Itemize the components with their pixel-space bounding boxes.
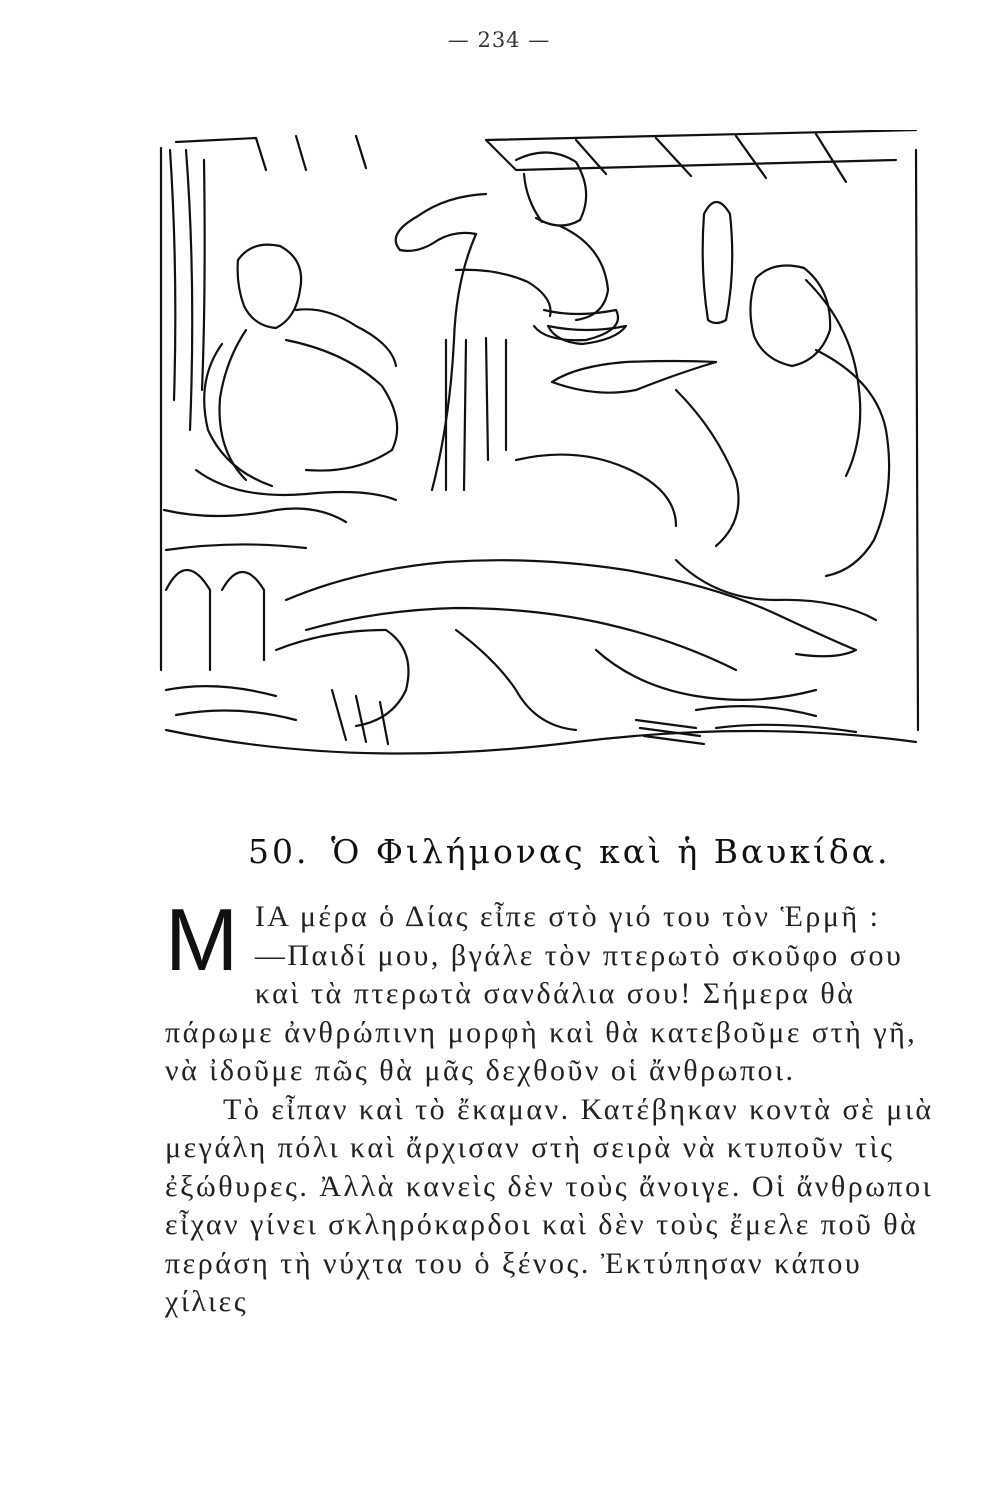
paragraph-1 bbox=[165, 890, 955, 1091]
chapter-number: 50. bbox=[248, 832, 310, 871]
paragraph-1-body: —Παιδί μου, βγάλε τὸν πτερωτὸ σκοῦφο σου καὶ τὰ πτερωτὰ σανδάλια σου! Σήμερα θὰ πάρωμε ἀνθρώπινη μορφὴ καὶ θὰ κατεβοῦμε στὴ γῆ, νὰ ἰδοῦμε πῶς θὰ μᾶς δεχθοῦν οἱ ἄνθρωποι. bbox=[165, 938, 918, 1087]
woodcut-drawing bbox=[156, 130, 926, 760]
story-text bbox=[165, 890, 955, 1322]
chapter-heading bbox=[248, 832, 891, 871]
chapter-title: Ὁ Φιλήμονας καὶ ἡ Βαυκίδα. bbox=[330, 832, 891, 871]
drop-cap: Μ bbox=[165, 890, 241, 989]
illustration-philemon-baucis bbox=[156, 130, 926, 760]
page-number: — 234 — bbox=[447, 28, 551, 52]
paragraph-2: Τὸ εἶπαν καὶ τὸ ἔκαμαν. Κατέβηκαν κοντὰ σὲ μιὰ μεγάλη πόλι καὶ ἄρχισαν στὴ σειρὰ νὰ κτυποῦν τὶς ἐξώθυρες. Ἀλλὰ κανεὶς δὲν τοὺς ἄνοιγε. Οἱ ἄνθρωποι εἶχαν γίνει σκληρόκαρδοι καὶ δὲν τοὺς ἔμελε ποῦ θὰ περάση τὴ νύχτα του ὁ ξένος. Ἐκτύπησαν κάπου χίλιες bbox=[165, 1092, 934, 1318]
paragraph-1-opening: ΙΑ μέρα ὁ Δίας εἶπε στὸ γιό του τὸν Ἑρμῆ : bbox=[254, 900, 881, 933]
